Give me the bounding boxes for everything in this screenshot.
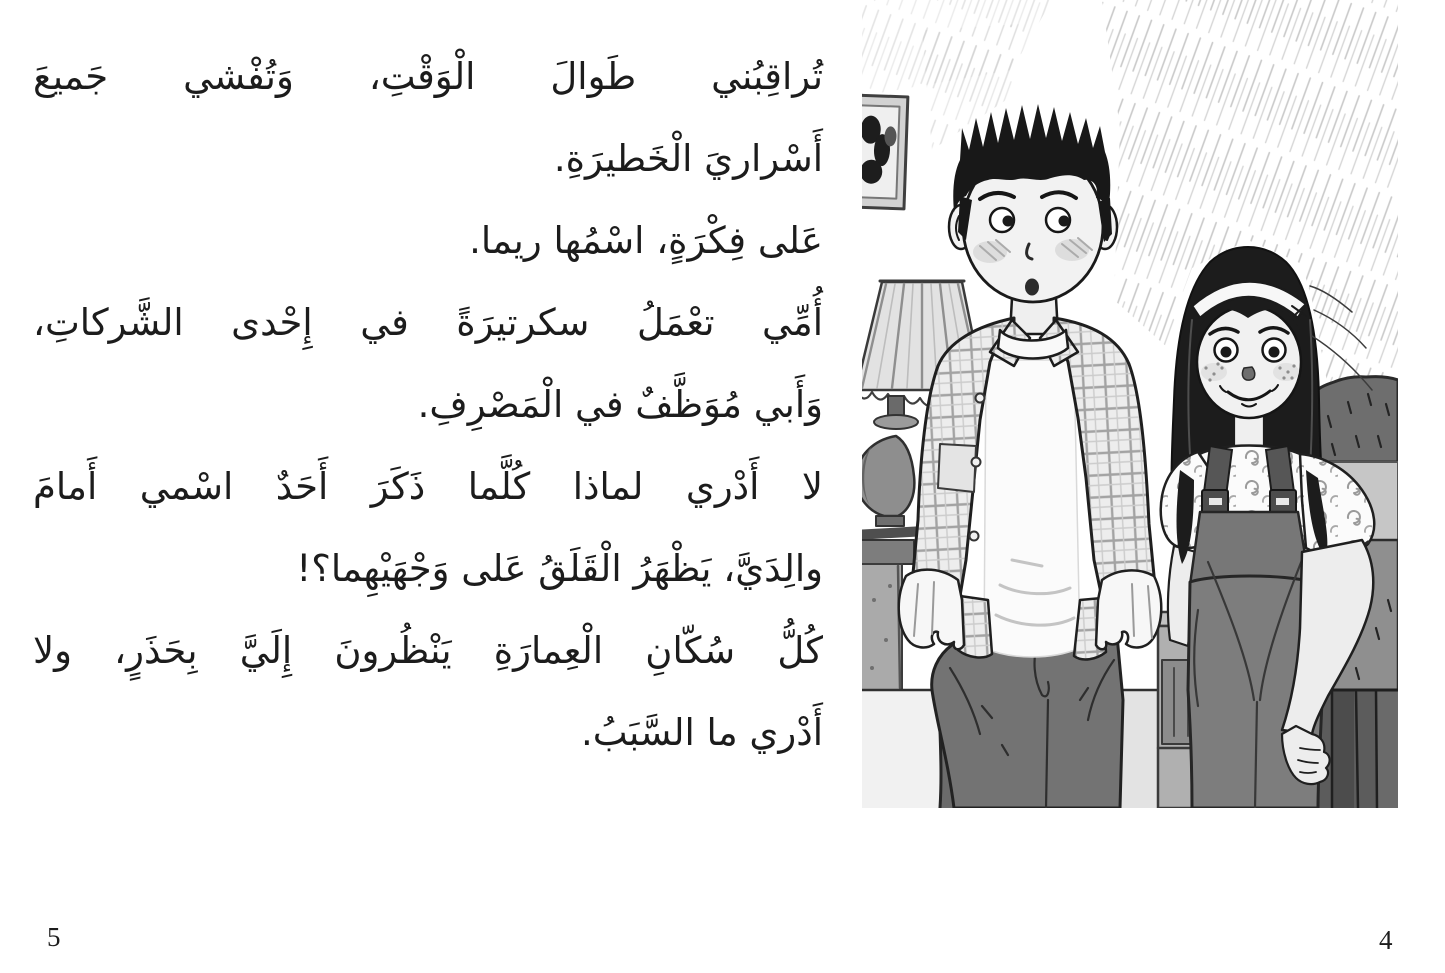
story-line: كُلُّ سُكّانِ الْعِمارَةِ يَنْظُرونَ إِلَيَّ بِحَذَرٍ، ولا	[33, 629, 823, 672]
story-line: أُمِّي تعْمَلُ سكرتيرَةً في إِحْدى الشَّركاتِ،	[33, 301, 823, 344]
story-line: لا أَدْري لماذا كُلَّما ذَكَرَ أَحَدٌ اسْمي أَمامَ	[33, 465, 823, 508]
lamp-base	[862, 396, 918, 526]
boy-tshirt	[984, 360, 1080, 657]
boy-rolled-cuff-left	[899, 570, 964, 650]
story-line: والِدَيَّ، يَظْهَرُ الْقَلَقُ عَلى وَجْهَيْهِما؟!	[296, 547, 823, 590]
framed-picture	[862, 95, 908, 209]
boy-rolled-cuff-right	[1096, 570, 1161, 649]
page-number-left: 5	[47, 922, 61, 952]
story-line: أَسْراريَ الْخَطيرَةِ.	[553, 137, 823, 180]
story-line: وَأَبي مُوَظَّفٌ في الْمَصْرِفِ.	[417, 383, 823, 426]
girl-nose	[1242, 367, 1254, 380]
page-number-right: 4	[1379, 925, 1393, 955]
story-line: تُراقِبُني طَوالَ الْوَقْتِ، وَتُفْشي جَميعَ	[33, 55, 823, 98]
story-line: أَدْري ما السَّبَبُ.	[580, 711, 823, 754]
story-text	[33, 36, 823, 774]
boy-mouth	[1025, 279, 1039, 296]
story-line: عَلى فِكْرَةٍ، اسْمُها ريما.	[469, 219, 823, 262]
book-illustration	[862, 0, 1398, 808]
